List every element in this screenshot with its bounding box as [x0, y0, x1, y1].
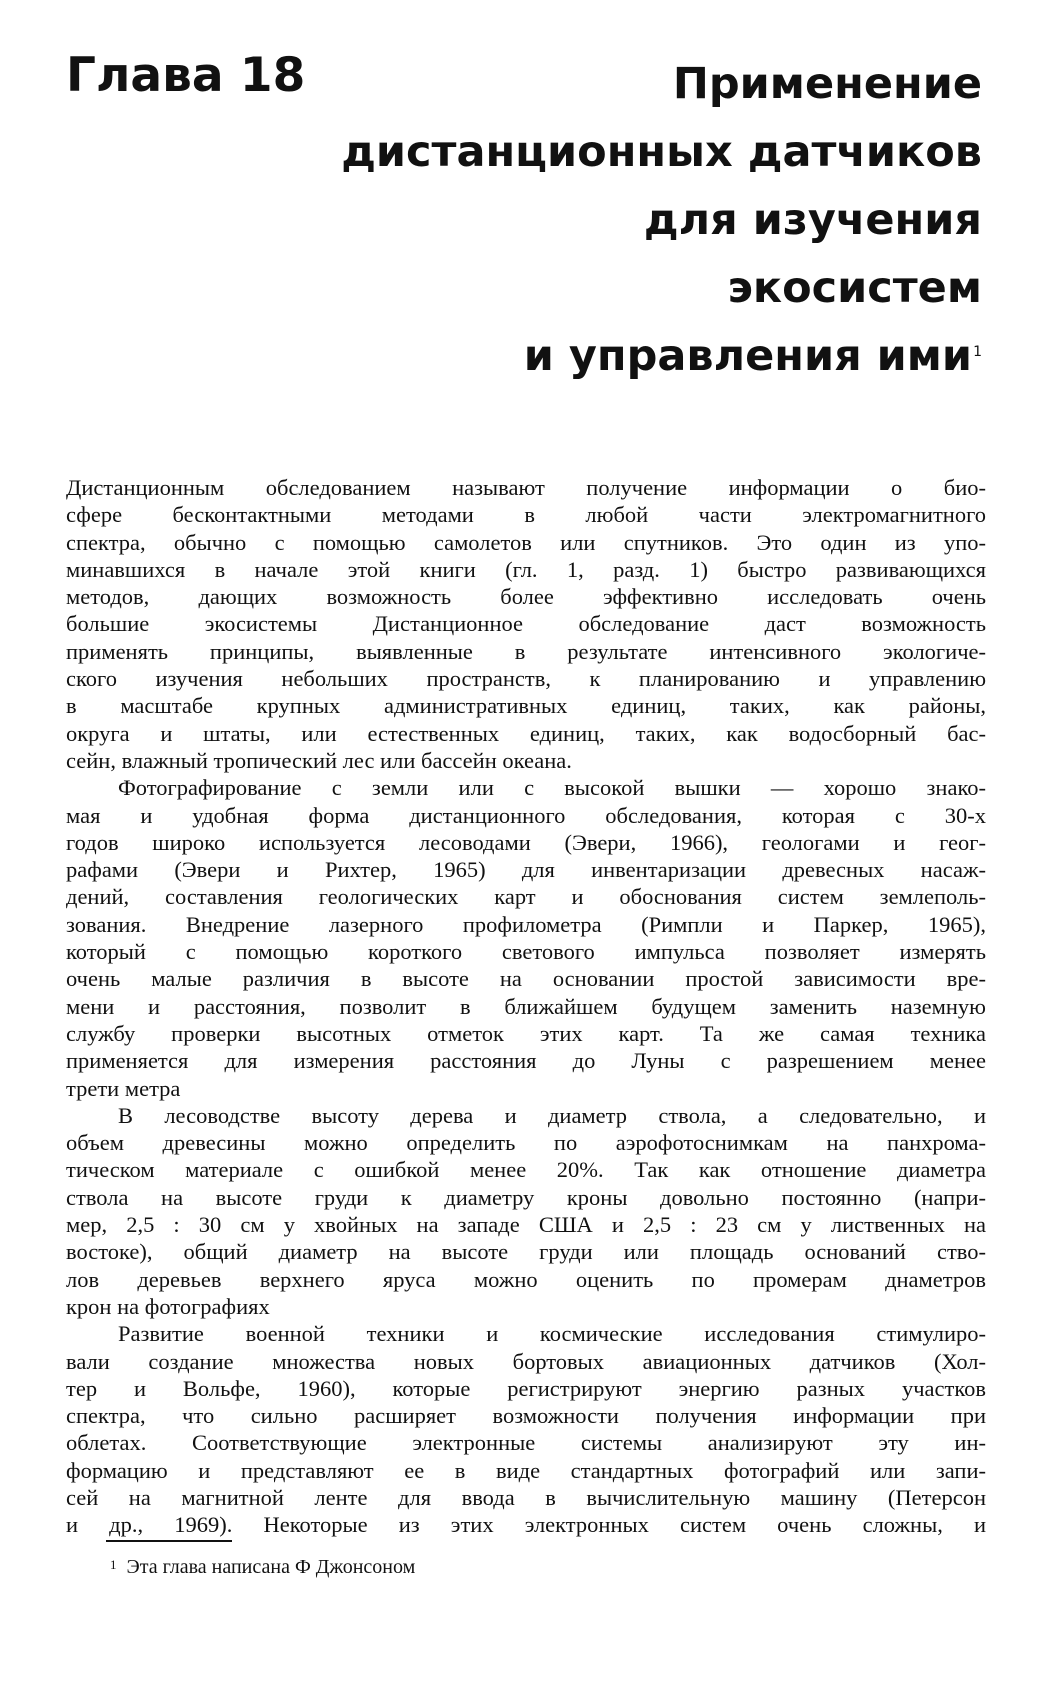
paragraph	[66, 474, 986, 774]
paragraph-line: вали создание множества новых бортовых авиационных датчиков (Хол-	[66, 1348, 986, 1374]
paragraph-line: Развитие военной техники и космические исследования стимулиро-	[118, 1321, 986, 1347]
paragraph-line: который с помощью короткого светового импульса позволяет измерять	[66, 939, 986, 965]
paragraph-line: мая и удобная форма дистанционного обследования, которая с 30-х	[66, 802, 986, 828]
paragraph	[66, 1102, 986, 1320]
paragraph-line: Дистанционным обследованием называют получение информации о био-	[66, 475, 986, 500]
paragraph-line: службу проверки высотных отметок этих карт. Та же самая техника	[66, 1020, 986, 1046]
chapter-title-line: дистанционных датчиков	[341, 127, 982, 177]
paragraph-line: В лесоводстве высоту дерева и диаметр ствола, а следовательно, и	[118, 1102, 986, 1128]
paragraph-line: крон на фотографиях	[66, 1293, 270, 1319]
footnote-mark: 1	[110, 1557, 117, 1572]
paragraph-line: лов деревьев верхнего яруса можно оценить по промерам днаметров	[66, 1266, 986, 1292]
paragraph-line: зования. Внедрение лазерного профилометра (Римпли и Паркер, 1965),	[66, 911, 986, 937]
paragraph-line: спектра, обычно с помощью самолетов или спутников. Это один из упо-	[66, 529, 986, 555]
paragraph-line: востоке), общий диаметр на высоте груди или площадь оснований ство-	[66, 1239, 986, 1265]
chapter-title-line-last	[262, 322, 982, 390]
footnote-divider	[106, 1540, 232, 1542]
paragraph-line: Фотографирование с земли или с высокой вышки — хорошо знако-	[118, 775, 986, 801]
chapter-title-line-text: и управления ими	[523, 331, 973, 381]
paragraph-line: дений, составления геологических карт и обоснования систем землеполь-	[66, 884, 986, 910]
paragraph-line: применяется для измерения расстояния до Луны с разрешением менее	[66, 1048, 986, 1074]
paragraph-line: минавшихся в начале этой книги (гл. 1, разд. 1) быстро развивающихся	[66, 556, 986, 582]
paragraph-line: большие экосистемы Дистанционное обследование даст возможность	[66, 611, 986, 637]
chapter-title-line: для изучения	[643, 195, 982, 245]
footnote-text: Эта глава написана Ф Джонсоном	[126, 1556, 416, 1578]
paragraph-line: ского изучения небольших пространств, к планированию и управлению	[66, 666, 986, 692]
paragraph-line: методов, дающих возможность более эффективно исследовать очень	[66, 584, 986, 610]
paragraph-line: ствола на высоте груди к диаметру кроны довольно постоянно (напри-	[66, 1184, 986, 1210]
title-footnote-mark: 1	[973, 344, 982, 360]
paragraph-line: в масштабе крупных административных единиц, таких, как районы,	[66, 693, 986, 719]
paragraph-line: очень малые различия в высоте на основании простой зависимости вре-	[66, 966, 986, 992]
chapter-title	[262, 50, 982, 390]
paragraph-line: трети метра	[66, 1075, 181, 1101]
paragraph-line: сфере бесконтактными методами в любой части электромагнитного	[66, 502, 986, 528]
paragraph-line: тер и Вольфе, 1960), которые регистрируют энергию разных участков	[66, 1375, 986, 1401]
body-text	[66, 474, 986, 1539]
paragraph-line: рафами (Эвери и Рихтер, 1965) для инвентаризации древесных насаж-	[66, 857, 986, 883]
footnote	[110, 1554, 415, 1580]
paragraph-line: мени и расстояния, позволит в ближайшем будущем заменить наземную	[66, 993, 986, 1019]
chapter-number: Глава 18	[66, 48, 306, 103]
paragraph-line: округа и штаты, или естественных единиц, таких, как водосборный бас-	[66, 720, 986, 746]
paragraph-line: годов широко используется лесоводами (Эвери, 1966), геологами и геог-	[66, 829, 986, 855]
paragraph-line: сейн, влажный тропический лес или бассейн океана.	[66, 747, 572, 773]
paragraph-line: и др., 1969). Некоторые из этих электронных систем очень сложны, и	[66, 1512, 986, 1538]
paragraph-line: применять принципы, выявленные в результате интенсивного экологиче-	[66, 638, 986, 664]
paragraph-line: сей на магнитной ленте для ввода в вычислительную машину (Петерсон	[66, 1484, 986, 1510]
paragraph	[66, 1320, 986, 1538]
paragraph-line: формацию и представляют ее в виде стандартных фотографий или запи-	[66, 1457, 986, 1483]
paragraph-line: мер, 2,5 : 30 см у хвойных на западе США и 2,5 : 23 см у лиственных на	[66, 1212, 986, 1238]
paragraph-line: спектра, что сильно расширяет возможности получения информации при	[66, 1403, 986, 1429]
paragraph-line: тическом материале с ошибкой менее 20%. Так как отношение диаметра	[66, 1157, 986, 1183]
paragraph	[66, 774, 986, 1102]
paragraph-line: объем древесины можно определить по аэрофотоснимкам на панхрома-	[66, 1130, 986, 1156]
paragraph-line: облетах. Соответствующие электронные системы анализируют эту ин-	[66, 1430, 986, 1456]
chapter-title-line: Применение	[672, 59, 982, 109]
chapter-title-line: экосистем	[727, 263, 982, 313]
